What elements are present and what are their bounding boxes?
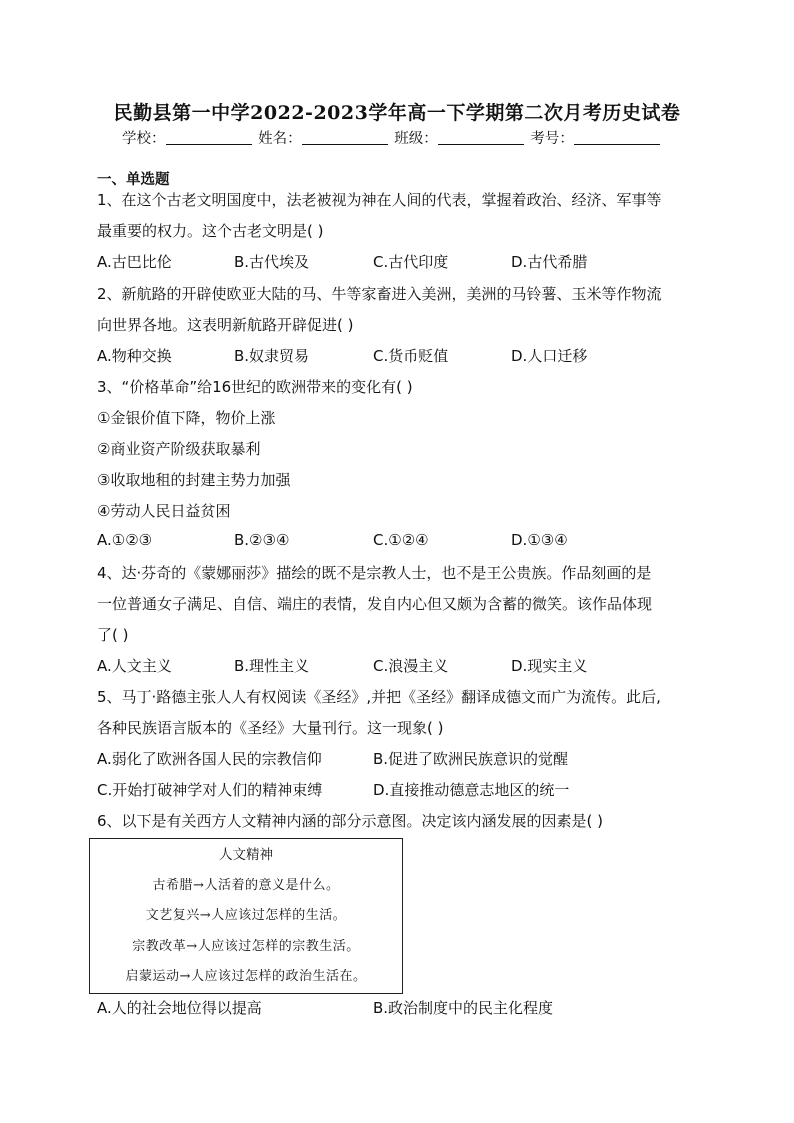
humanism-diagram bbox=[89, 838, 403, 994]
question-2-line-1: 2、新航路的开辟使欧亚大陆的马、牛等家畜进入美洲，美洲的马铃薯、玉米等作物流 bbox=[97, 285, 662, 303]
section-heading: 一、单选题 bbox=[97, 172, 170, 188]
q6-option-b[interactable]: B.政治制度中的民主化程度 bbox=[373, 999, 554, 1017]
q5-option-a[interactable]: A.弱化了欧洲各国人民的宗教信仰 bbox=[97, 750, 322, 768]
school-label: 学校： bbox=[122, 131, 166, 147]
q5-option-d[interactable]: D.直接推动德意志地区的统一 bbox=[373, 781, 570, 799]
q2-option-a[interactable]: A.物种交换 bbox=[97, 347, 172, 365]
q1-option-d[interactable]: D.古代希腊 bbox=[511, 253, 588, 271]
q3-item-3: ③收取地租的封建主势力加强 bbox=[97, 471, 291, 489]
q3-option-c[interactable]: C.①②④ bbox=[373, 531, 429, 549]
exam-no-label: 考号： bbox=[530, 131, 574, 147]
q5-option-c[interactable]: C.开始打破神学对人们的精神束缚 bbox=[97, 781, 323, 799]
school-blank[interactable] bbox=[166, 130, 252, 145]
q1-option-c[interactable]: C.古代印度 bbox=[373, 253, 449, 271]
q4-option-b[interactable]: B.理性主义 bbox=[234, 657, 310, 675]
q5-option-b[interactable]: B.促进了欧洲民族意识的觉醒 bbox=[373, 750, 569, 768]
q3-item-4: ④劳动人民日益贫困 bbox=[97, 502, 231, 520]
q3-option-a[interactable]: A.①②③ bbox=[97, 531, 153, 549]
q4-option-d[interactable]: D.现实主义 bbox=[511, 657, 588, 675]
q3-option-b[interactable]: B.②③④ bbox=[234, 531, 290, 549]
question-4-line-1: 4、达·芬奇的《蒙娜丽莎》描绘的既不是宗教人士，也不是王公贵族。作品刻画的是 bbox=[97, 564, 652, 582]
class-label: 班级： bbox=[394, 131, 438, 147]
question-4-line-3: 了( ) bbox=[97, 626, 129, 644]
diagram-row-reformation: 宗教改革→人应该过怎样的宗教生活。 bbox=[132, 939, 360, 954]
q4-option-a[interactable]: A.人文主义 bbox=[97, 657, 172, 675]
class-blank[interactable] bbox=[438, 130, 524, 145]
diagram-row-enlightenment: 启蒙运动→人应该过怎样的政治生活在。 bbox=[125, 969, 367, 984]
question-6-line-1: 6、以下是有关西方人文精神内涵的部分示意图。决定该内涵发展的因素是( ) bbox=[97, 812, 604, 830]
question-4-line-2: 一位普通女子满足、自信、端庄的表情，发自内心但又颇为含蓄的微笑。该作品体现 bbox=[97, 595, 653, 613]
q1-option-b[interactable]: B.古代埃及 bbox=[234, 253, 310, 271]
diagram-row-greece: 古希腊→人活着的意义是什么。 bbox=[152, 878, 340, 893]
question-5-line-2: 各种民族语言版本的《圣经》大量刊行。这一现象( ) bbox=[97, 719, 444, 737]
diagram-title: 人文精神 bbox=[219, 847, 273, 863]
diagram-row-renaissance: 文艺复兴→人应该过怎样的生活。 bbox=[145, 908, 347, 923]
q2-option-b[interactable]: B.奴隶贸易 bbox=[234, 347, 310, 365]
q2-option-d[interactable]: D.人口迁移 bbox=[511, 347, 588, 365]
q1-option-a[interactable]: A.古巴比伦 bbox=[97, 253, 172, 271]
question-2-line-2: 向世界各地。这表明新航路开辟促进( ) bbox=[97, 316, 354, 334]
exam-no-blank[interactable] bbox=[574, 130, 660, 145]
question-5-line-1: 5、马丁·路德主张人人有权阅读《圣经》,并把《圣经》翻译成德文而广为流传。此后, bbox=[97, 688, 661, 706]
question-3-line-1: 3、“价格革命”给16世纪的欧洲带来的变化有( ) bbox=[97, 378, 413, 396]
q4-option-c[interactable]: C.浪漫主义 bbox=[373, 657, 449, 675]
q2-option-c[interactable]: C.货币贬值 bbox=[373, 347, 449, 365]
q6-option-a[interactable]: A.人的社会地位得以提高 bbox=[97, 999, 262, 1017]
name-blank[interactable] bbox=[302, 130, 388, 145]
q3-item-2: ②商业资产阶级获取暴利 bbox=[97, 440, 261, 458]
q3-item-1: ①金银价值下降，物价上涨 bbox=[97, 409, 276, 427]
q3-option-d[interactable]: D.①③④ bbox=[511, 531, 568, 549]
name-label: 姓名： bbox=[258, 131, 302, 147]
exam-title: 民勤县第一中学2022-2023学年高一下学期第二次月考历史试卷 bbox=[113, 102, 681, 124]
question-1-line-1: 1、在这个古老文明国度中，法老被视为神在人间的代表，掌握着政治、经济、军事等 bbox=[97, 191, 662, 209]
student-info-line bbox=[122, 127, 662, 148]
question-1-line-2: 最重要的权力。这个古老文明是( ) bbox=[97, 222, 324, 240]
